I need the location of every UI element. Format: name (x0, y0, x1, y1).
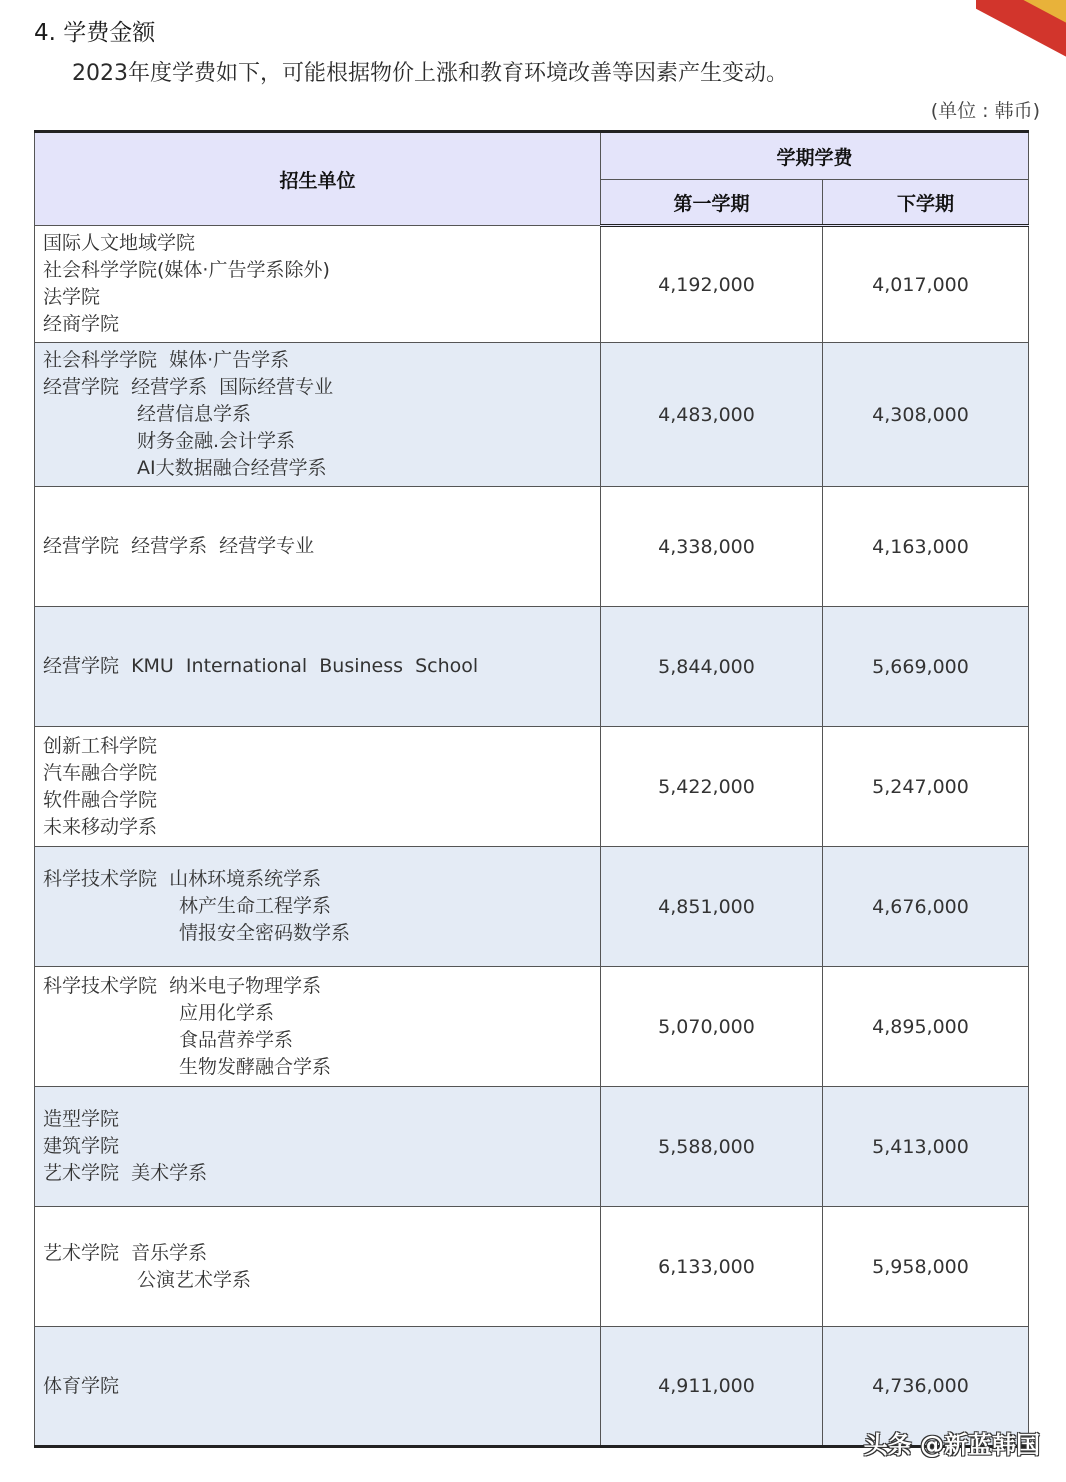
first-semester-fee: 5,070,000 (601, 967, 823, 1087)
unit-line: 食品营养学系 (179, 1028, 294, 1051)
second-semester-fee: 4,676,000 (823, 847, 1029, 967)
first-semester-fee: 4,192,000 (601, 226, 823, 343)
unit-line: 财务金融.会计学系 (137, 430, 296, 452)
unit-line: 情报安全密码数学系 (179, 922, 351, 944)
admission-unit-cell (35, 226, 601, 343)
unit-line: AI大数据融合经营学系 (137, 457, 327, 479)
unit-line: 林产生命工程学系 (179, 895, 332, 917)
unit-line: 科学技术学院 纳米电子物理学系 (43, 974, 322, 997)
unit-line: 科学技术学院 山林环境系统学系 (43, 868, 322, 890)
second-semester-fee: 5,413,000 (823, 1087, 1029, 1207)
unit-line: 建筑学院 (43, 1135, 120, 1157)
admission-unit-cell (35, 727, 601, 847)
unit-note: (单位 : 韩币) (930, 100, 1040, 122)
unit-line: 艺术学院 美术学系 (43, 1162, 208, 1184)
admission-unit-cell (35, 487, 601, 607)
unit-line: 经商学院 (43, 313, 120, 335)
header-admission-unit: 招生单位 (35, 132, 601, 226)
first-semester-fee: 5,844,000 (601, 607, 823, 727)
table-row (35, 967, 1029, 1087)
first-semester-fee: 4,483,000 (601, 343, 823, 487)
second-semester-fee: 5,247,000 (823, 727, 1029, 847)
admission-unit-cell (35, 847, 601, 967)
second-semester-fee: 5,669,000 (823, 607, 1029, 727)
second-semester-fee: 4,017,000 (823, 226, 1029, 343)
unit-line: 艺术学院 音乐学系 (43, 1241, 208, 1264)
table-row (35, 487, 1029, 607)
tuition-table (34, 130, 1029, 1448)
first-semester-fee: 4,911,000 (601, 1327, 823, 1447)
admission-unit-cell (35, 343, 601, 487)
second-semester-fee: 4,895,000 (823, 967, 1029, 1087)
corner-decoration (976, 0, 1066, 70)
first-semester-fee: 5,422,000 (601, 727, 823, 847)
unit-line: 经营信息学系 (137, 403, 252, 425)
unit-line: 造型学院 (43, 1108, 120, 1130)
table-row (35, 847, 1029, 967)
admission-unit-cell (35, 967, 601, 1087)
unit-line: 经营学院 经营学系 经营学专业 (43, 535, 315, 557)
second-semester-fee: 4,736,000 (823, 1327, 1029, 1447)
unit-line: 国际人文地域学院 (43, 232, 196, 254)
unit-line: 未来移动学系 (43, 815, 158, 838)
header-semester-fee: 学期学费 (601, 132, 1029, 180)
first-semester-fee: 4,851,000 (601, 847, 823, 967)
unit-line: 经营学院 KMU International Business School (43, 655, 479, 677)
unit-line: 创新工科学院 (43, 734, 158, 757)
first-semester-fee: 4,338,000 (601, 487, 823, 607)
second-semester-fee: 5,958,000 (823, 1207, 1029, 1327)
unit-line: 应用化学系 (179, 1001, 275, 1024)
unit-line: 生物发酵融合学系 (179, 1055, 332, 1078)
first-semester-fee: 5,588,000 (601, 1087, 823, 1207)
unit-line: 汽车融合学院 (43, 761, 158, 784)
second-semester-fee: 4,163,000 (823, 487, 1029, 607)
unit-line: 公演艺术学系 (137, 1268, 252, 1291)
admission-unit-cell (35, 1087, 601, 1207)
first-semester-fee: 6,133,000 (601, 1207, 823, 1327)
table-row (35, 226, 1029, 343)
unit-line: 法学院 (43, 286, 101, 308)
table-row (35, 1087, 1029, 1207)
header-second-semester: 下学期 (823, 180, 1029, 226)
unit-line: 社会科学学院(媒体·广告学系除外) (43, 259, 330, 281)
admission-unit-cell (35, 607, 601, 727)
second-semester-fee: 4,308,000 (823, 343, 1029, 487)
unit-line: 软件融合学院 (43, 788, 158, 811)
watermark: 头条 @新蓝韩国 (863, 1431, 1040, 1459)
table-row (35, 607, 1029, 727)
table-row (35, 343, 1029, 487)
unit-line: 经营学院 经营学系 国际经营专业 (43, 376, 334, 398)
intro-text: 2023年度学费如下，可能根据物价上涨和教育环境改善等因素产生变动。 (72, 61, 788, 86)
table-row (35, 727, 1029, 847)
unit-line: 体育学院 (43, 1374, 120, 1397)
table-row (35, 1207, 1029, 1327)
admission-unit-cell (35, 1207, 601, 1327)
header-first-semester: 第一学期 (601, 180, 823, 226)
section-title: 4. 学费金额 (34, 20, 156, 46)
admission-unit-cell (35, 1327, 601, 1447)
unit-line: 社会科学学院 媒体·广告学系 (43, 349, 290, 371)
